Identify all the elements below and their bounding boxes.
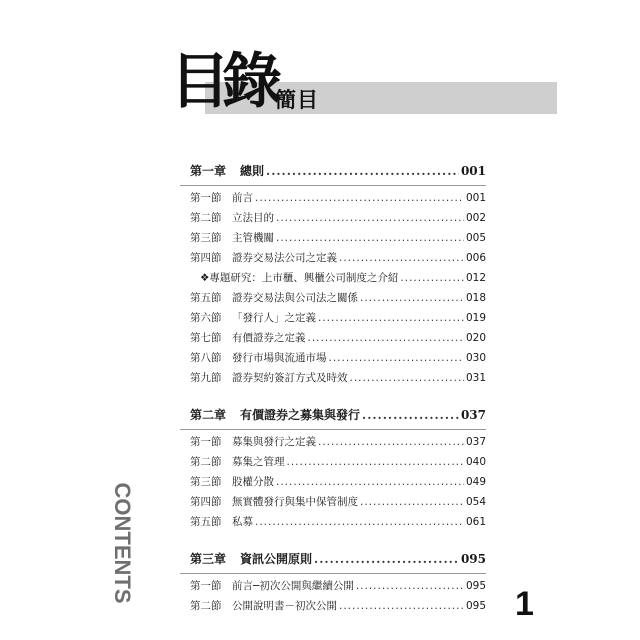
toc-section[interactable] xyxy=(180,598,486,618)
contents-side-label xyxy=(109,482,135,604)
toc-section[interactable] xyxy=(180,578,486,598)
leader-dots xyxy=(266,164,459,178)
section-page: 019 xyxy=(465,312,486,324)
leader-dots xyxy=(339,252,464,264)
section-number: 第九節 xyxy=(190,372,222,384)
leader-dots xyxy=(350,372,464,384)
leader-dots xyxy=(255,192,464,204)
leader-dots xyxy=(276,476,464,488)
page-subtitle: 簡目 xyxy=(275,87,319,112)
section-page: 095 xyxy=(465,600,486,612)
section-page: 061 xyxy=(465,516,486,528)
chapter-divider xyxy=(180,429,486,430)
section-page: 037 xyxy=(465,436,486,448)
section-number: 第八節 xyxy=(190,352,222,364)
section-title: 立法目的 xyxy=(232,212,274,224)
section-title: 「發行人」之定義 xyxy=(232,312,316,324)
section-page: 049 xyxy=(465,476,486,488)
section-title: 股權分散 xyxy=(232,476,274,488)
leader-dots xyxy=(318,436,464,448)
section-page: 001 xyxy=(465,192,486,204)
toc-section[interactable] xyxy=(180,494,486,514)
toc-section[interactable] xyxy=(180,250,486,270)
section-page: 040 xyxy=(465,456,486,468)
leader-dots xyxy=(318,312,464,324)
toc-section[interactable] xyxy=(180,514,486,534)
toc-section[interactable] xyxy=(180,454,486,474)
page-title: 目錄 xyxy=(170,47,274,117)
toc-chapter-3[interactable] xyxy=(180,550,486,572)
section-page: 006 xyxy=(465,252,486,264)
section-title: 無實體發行與集中保管制度 xyxy=(232,496,358,508)
chapter-title: 總則 xyxy=(240,164,265,178)
chapter-divider xyxy=(180,185,486,186)
toc-chapter-1[interactable] xyxy=(180,162,486,184)
leader-dots xyxy=(362,408,459,422)
section-number: 第一節 xyxy=(190,580,222,592)
section-number: 第一節 xyxy=(190,192,222,204)
chapter-title: 有價證券之募集與發行 xyxy=(240,408,361,422)
chapter-number: 第三章 xyxy=(190,552,227,566)
section-page: 020 xyxy=(465,332,486,344)
section-page: 002 xyxy=(465,212,486,224)
chapter-page: 001 xyxy=(460,164,486,178)
section-number: 第四節 xyxy=(190,496,222,508)
leader-dots xyxy=(400,272,464,284)
leader-dots xyxy=(314,552,459,566)
section-number: 第二節 xyxy=(190,212,222,224)
section-number: 第四節 xyxy=(190,252,222,264)
section-page: 031 xyxy=(465,372,486,384)
section-title: 主管機關 xyxy=(232,232,274,244)
section-number: 第一節 xyxy=(190,436,222,448)
table-of-contents xyxy=(180,162,486,618)
section-number: 第五節 xyxy=(190,516,222,528)
section-title: 證券交易法公司之定義 xyxy=(232,252,337,264)
toc-section[interactable] xyxy=(180,350,486,370)
toc-section[interactable] xyxy=(180,310,486,330)
leader-dots xyxy=(287,456,464,468)
spacer xyxy=(180,534,486,550)
chapter-title: 資訊公開原則 xyxy=(240,552,313,566)
toc-chapter-2[interactable] xyxy=(180,406,486,428)
leader-dots xyxy=(339,600,464,612)
section-number: 第三節 xyxy=(190,476,222,488)
toc-section[interactable] xyxy=(180,434,486,454)
section-title: 前言─初次公開與繼續公開 xyxy=(232,580,354,592)
toc-section[interactable] xyxy=(180,210,486,230)
toc-section[interactable] xyxy=(180,190,486,210)
section-page: 054 xyxy=(465,496,486,508)
section-title: 發行市場與流通市場 xyxy=(232,352,327,364)
section-number: 第二節 xyxy=(190,456,222,468)
section-title: 前言 xyxy=(232,192,253,204)
section-title: 私募 xyxy=(232,516,253,528)
chapter-divider xyxy=(180,573,486,574)
contents-side-text: CONTENTS xyxy=(110,482,135,604)
leader-dots xyxy=(360,292,464,304)
chapter-page: 095 xyxy=(460,552,486,566)
toc-section[interactable] xyxy=(180,230,486,250)
section-page: 012 xyxy=(465,272,486,284)
section-number: 第五節 xyxy=(190,292,222,304)
page-number: 1 xyxy=(515,585,534,623)
chapter-number: 第一章 xyxy=(190,164,227,178)
section-number: 第二節 xyxy=(190,600,222,612)
chapter-number: 第二章 xyxy=(190,408,227,422)
leader-dots xyxy=(308,332,464,344)
toc-section[interactable] xyxy=(180,370,486,390)
section-title: 募集與發行之定義 xyxy=(232,436,316,448)
toc-section[interactable] xyxy=(180,474,486,494)
section-title: 證券交易法與公司法之關係 xyxy=(232,292,358,304)
leader-dots xyxy=(329,352,464,364)
section-title: 公開說明書－初次公開 xyxy=(232,600,337,612)
section-title: 證券契約簽訂方式及時效 xyxy=(232,372,348,384)
section-page: 030 xyxy=(465,352,486,364)
toc-section[interactable] xyxy=(180,330,486,350)
section-number: 第七節 xyxy=(190,332,222,344)
leader-dots xyxy=(356,580,464,592)
leader-dots xyxy=(360,496,464,508)
toc-special-topic[interactable] xyxy=(180,270,486,290)
chapter-page: 037 xyxy=(460,408,486,422)
section-page: 005 xyxy=(465,232,486,244)
spacer xyxy=(180,390,486,406)
toc-section[interactable] xyxy=(180,290,486,310)
leader-dots xyxy=(276,212,464,224)
special-topic-title: ❖專題研究：上市櫃、興櫃公司制度之介紹 xyxy=(200,272,399,284)
section-page: 018 xyxy=(465,292,486,304)
leader-dots xyxy=(276,232,464,244)
section-page: 095 xyxy=(465,580,486,592)
section-title: 募集之管理 xyxy=(232,456,285,468)
leader-dots xyxy=(255,516,464,528)
section-title: 有價證券之定義 xyxy=(232,332,306,344)
section-number: 第三節 xyxy=(190,232,222,244)
section-number: 第六節 xyxy=(190,312,222,324)
